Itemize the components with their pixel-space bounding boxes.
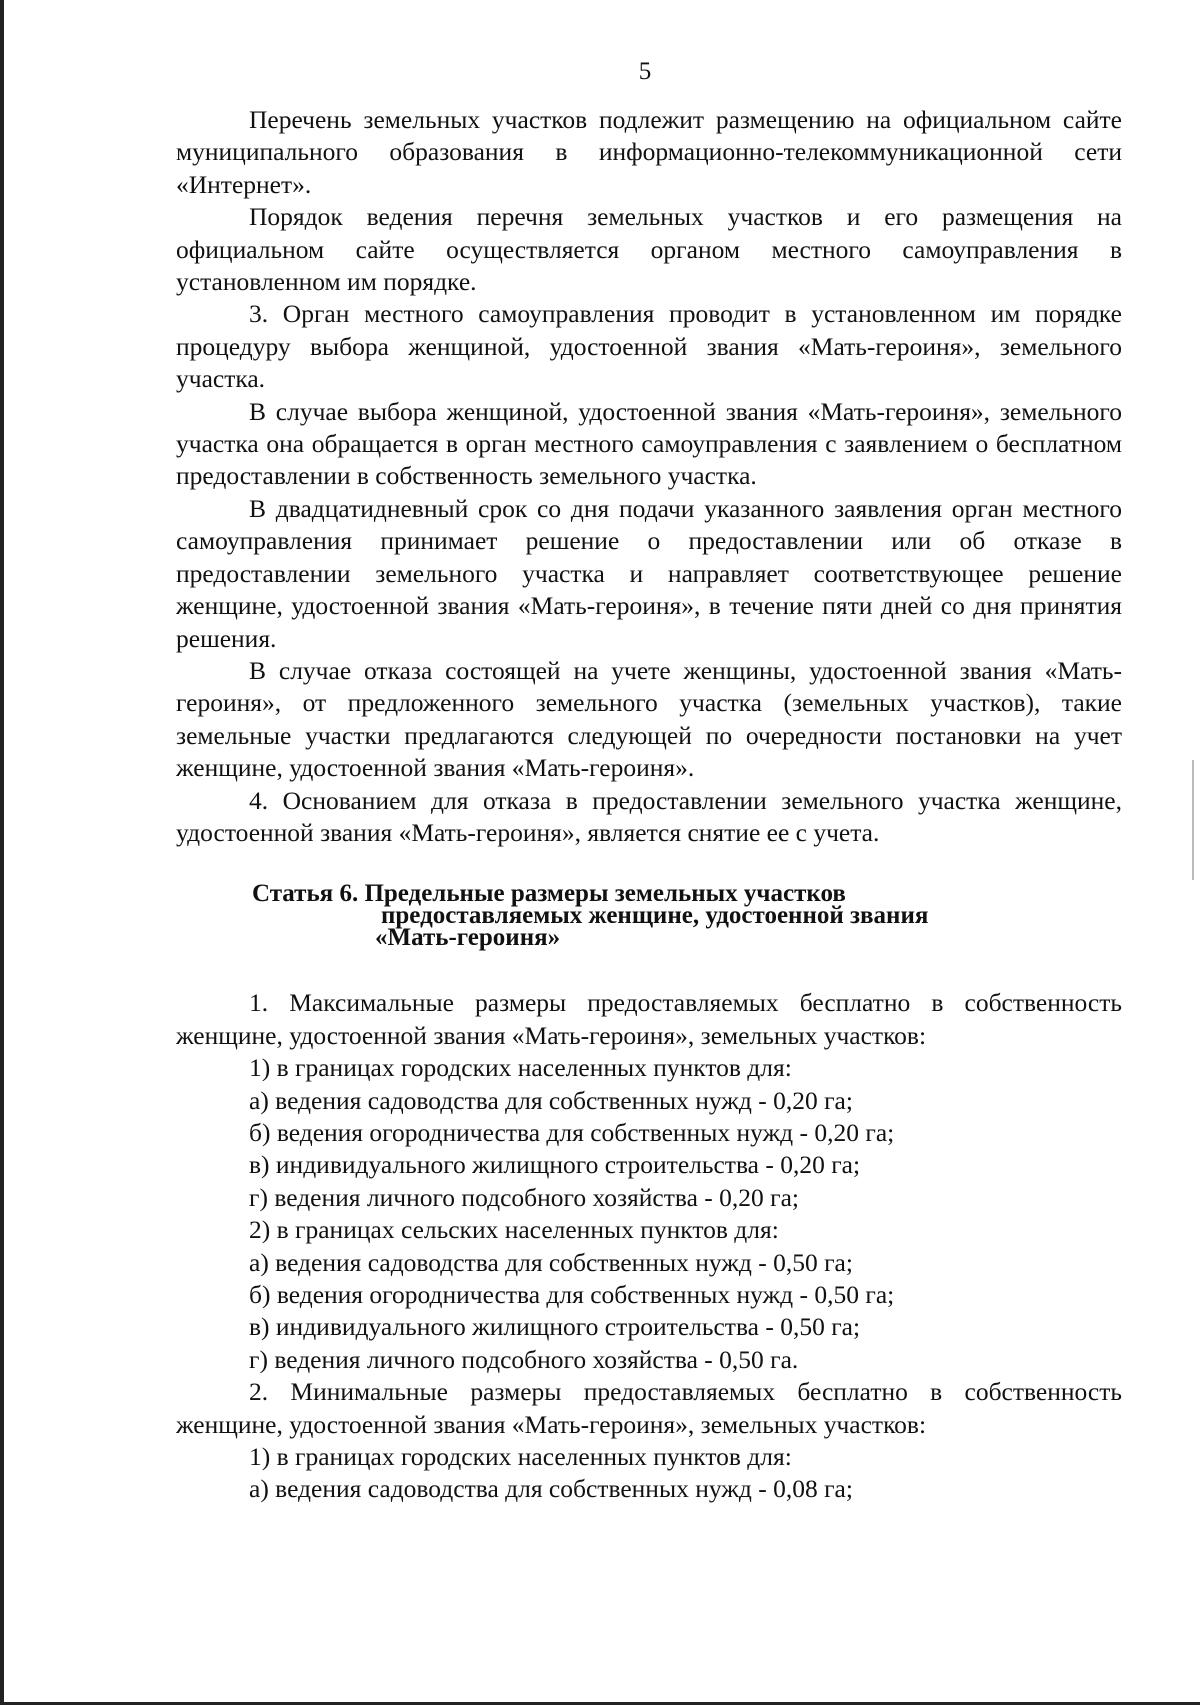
paragraph-refusal-ground: 4. Основанием для отказа в предоставлении земельного участка женщине, удостоенной звания «Мать-героиня», является снятие ее с учета. xyxy=(176,785,1122,847)
list-item: б) ведения огородничества для собственных нужд - 0,50 га; xyxy=(249,1280,895,1309)
paragraph-selection-procedure: 3. Орган местного самоуправления проводит в установленном им порядке процедуру выбора женщиной, удостоенной звания «Мать-героиня», земельного участка. xyxy=(176,299,1122,394)
list-item: а) ведения садоводства для собственных нужд - 0,08 га; xyxy=(249,1474,853,1504)
scan-edge-left xyxy=(0,0,4,1705)
article-heading-line2: предоставляемых женщине, удостоенной звания xyxy=(381,902,929,930)
list-item: в) индивидуального жилищного строительства - 0,50 га; xyxy=(249,1312,861,1342)
paragraph-list-publication: Перечень земельных участков подлежит размещению на официальном сайте муниципального образования в информационно-телекоммуникационной сети «Интернет». xyxy=(176,105,1122,199)
paragraph-decision-term: В двадцатидневный срок со дня подачи указанного заявления орган местного самоуправления принимает решение о предоставлении или об отказе в предоставлении земельного участка и направляет соответствующее решение женщине, удостоенной звания «Мать-героиня», в течение пяти дней со дня принятия решения. xyxy=(176,493,1122,653)
scan-edge-right xyxy=(1192,760,1194,880)
article-heading-line1: Статья 6. Предельные размеры земельных участков xyxy=(252,880,846,908)
document-body xyxy=(176,104,1122,1506)
list-item: а) ведения садоводства для собственных нужд - 0,20 га; xyxy=(249,1085,853,1115)
paragraph-application: В случае выбора женщиной, удостоенной звания «Мать-героиня», земельного участка она обращается в орган местного самоуправления с заявлением о бесплатном предоставлении в собственность земельного участка. xyxy=(176,396,1122,491)
list-item: 1) в границах городских населенных пунктов для: xyxy=(249,1442,792,1472)
list-item: г) ведения личного подсобного хозяйства - 0,50 га. xyxy=(249,1344,799,1374)
article-heading xyxy=(176,880,1122,952)
paragraph-refusal-case: В случае отказа состоящей на учете женщины, удостоенной звания «Мать-героиня», от предложенного земельного участка (земельных участков), такие земельные участки предлагаются следующей по очередности постановки на учет женщине, удостоенной звания «Мать-героиня». xyxy=(176,655,1122,783)
list-item: г) ведения личного подсобного хозяйства - 0,20 га; xyxy=(249,1182,800,1212)
paragraph-list-procedure: Порядок ведения перечня земельных участков и его размещения на официальном сайте осуществляется органом местного самоуправления в установленном им порядке. xyxy=(176,202,1122,297)
list-item: б) ведения огородничества для собственных нужд - 0,20 га; xyxy=(249,1117,895,1147)
page-number: 5 xyxy=(638,58,652,85)
list-item: 1) в границах городских населенных пунктов для: xyxy=(249,1053,792,1083)
article-heading-line3: «Мать-героиня» xyxy=(375,924,561,952)
paragraph-min-sizes: 2. Минимальные размеры предоставляемых бесплатно в собственность женщине, удостоенной звания «Мать-героиня», земельных участков: xyxy=(176,1377,1122,1439)
list-item: а) ведения садоводства для собственных нужд - 0,50 га; xyxy=(249,1247,853,1277)
list-item: в) индивидуального жилищного строительства - 0,20 га; xyxy=(249,1150,861,1180)
paragraph-max-sizes: 1. Максимальные размеры предоставляемых бесплатно в собственность женщине, удостоенной звания «Мать-героиня», земельных участков: xyxy=(176,988,1122,1050)
list-item: 2) в границах сельских населенных пунктов для: xyxy=(249,1215,779,1245)
